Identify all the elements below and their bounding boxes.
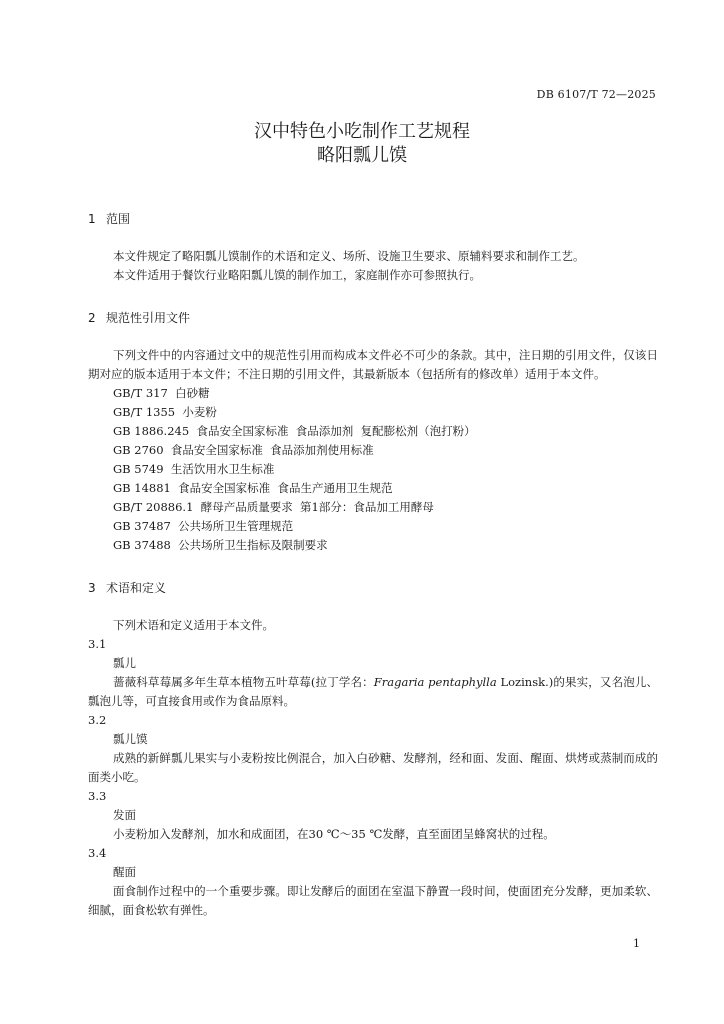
section-1-heading: 1 范围	[88, 212, 131, 226]
term-name: 发面	[113, 808, 136, 822]
term-definition: 面食制作过程中的一个重要步骤。即让发酵后的面团在室温下静置一段时间，使面团充分发酵，更加柔软、细腻，面食松软有弹性。	[88, 884, 658, 917]
section-1-para-2: 本文件适用于餐饮行业略阳瓢儿馍的制作加工，家庭制作亦可参照执行。	[113, 268, 481, 282]
term-number: 3.2	[88, 713, 107, 727]
reference-item: GB 1886.245 食品安全国家标准 食品添加剂 复配膨松剂（泡打粉）	[113, 424, 476, 438]
document-title	[0, 120, 724, 168]
term-number: 3.3	[88, 789, 107, 803]
reference-item: GB/T 20886.1 酵母产品质量要求 第1部分：食品加工用酵母	[113, 500, 434, 514]
reference-item: GB 37487 公共场所卫生管理规范	[113, 519, 294, 533]
reference-item: GB/T 317 白砂糖	[113, 386, 210, 400]
term-name: 瓢儿	[113, 656, 136, 670]
term-number: 3.4	[88, 846, 107, 860]
term-name: 瓢儿馍	[113, 732, 148, 746]
reference-item: GB 14881 食品安全国家标准 食品生产通用卫生规范	[113, 481, 393, 495]
term-definition: 小麦粉加入发酵剂，加水和成面团，在30 ℃～35 ℃发酵，直至面团呈蜂窝状的过程。	[113, 827, 555, 841]
term-definition: 成熟的新鲜瓢儿果实与小麦粉按比例混合，加入白砂糖、发酵剂，经和面、发面、醒面、烘烤或蒸制而成的面类小吃。	[88, 751, 658, 784]
title-line-1: 汉中特色小吃制作工艺规程	[254, 121, 470, 142]
section-1-para-1: 本文件规定了略阳瓢儿馍制作的术语和定义、场所、设施卫生要求、原辅料要求和制作工艺。	[113, 249, 585, 263]
section-3-heading: 3 术语和定义	[88, 581, 167, 595]
term-definition: 蔷薇科草莓属多年生草本植物五叶草莓(拉丁学名：Fragaria pentaphylla Lozinsk.)的果实，又名泡儿、瓢泡儿等，可直接食用或作为食品原料。	[88, 675, 659, 708]
section-2-intro: 下列文件中的内容通过文中的规范性引用而构成本文件必不可少的条款。其中，注日期的引用文件，仅该日期对应的版本适用于本文件；不注日期的引用文件，其最新版本（包括所有的修改单）适用于本文件。	[88, 348, 658, 381]
section-2-heading: 2 规范性引用文件	[88, 311, 191, 325]
reference-item: GB 2760 食品安全国家标准 食品添加剂使用标准	[113, 443, 374, 457]
section-3-intro: 下列术语和定义适用于本文件。	[113, 618, 274, 632]
reference-item: GB 37488 公共场所卫生指标及限制要求	[113, 538, 328, 552]
term-number: 3.1	[88, 637, 107, 651]
standard-number: DB 6107/T 72—2025	[536, 88, 656, 101]
title-line-2: 略阳瓢儿馍	[317, 145, 407, 166]
document-body	[88, 210, 658, 920]
page-number: 1	[633, 937, 640, 950]
term-name: 醒面	[113, 865, 136, 879]
reference-item: GB 5749 生活饮用水卫生标准	[113, 462, 275, 476]
reference-item: GB/T 1355 小麦粉	[113, 405, 217, 419]
